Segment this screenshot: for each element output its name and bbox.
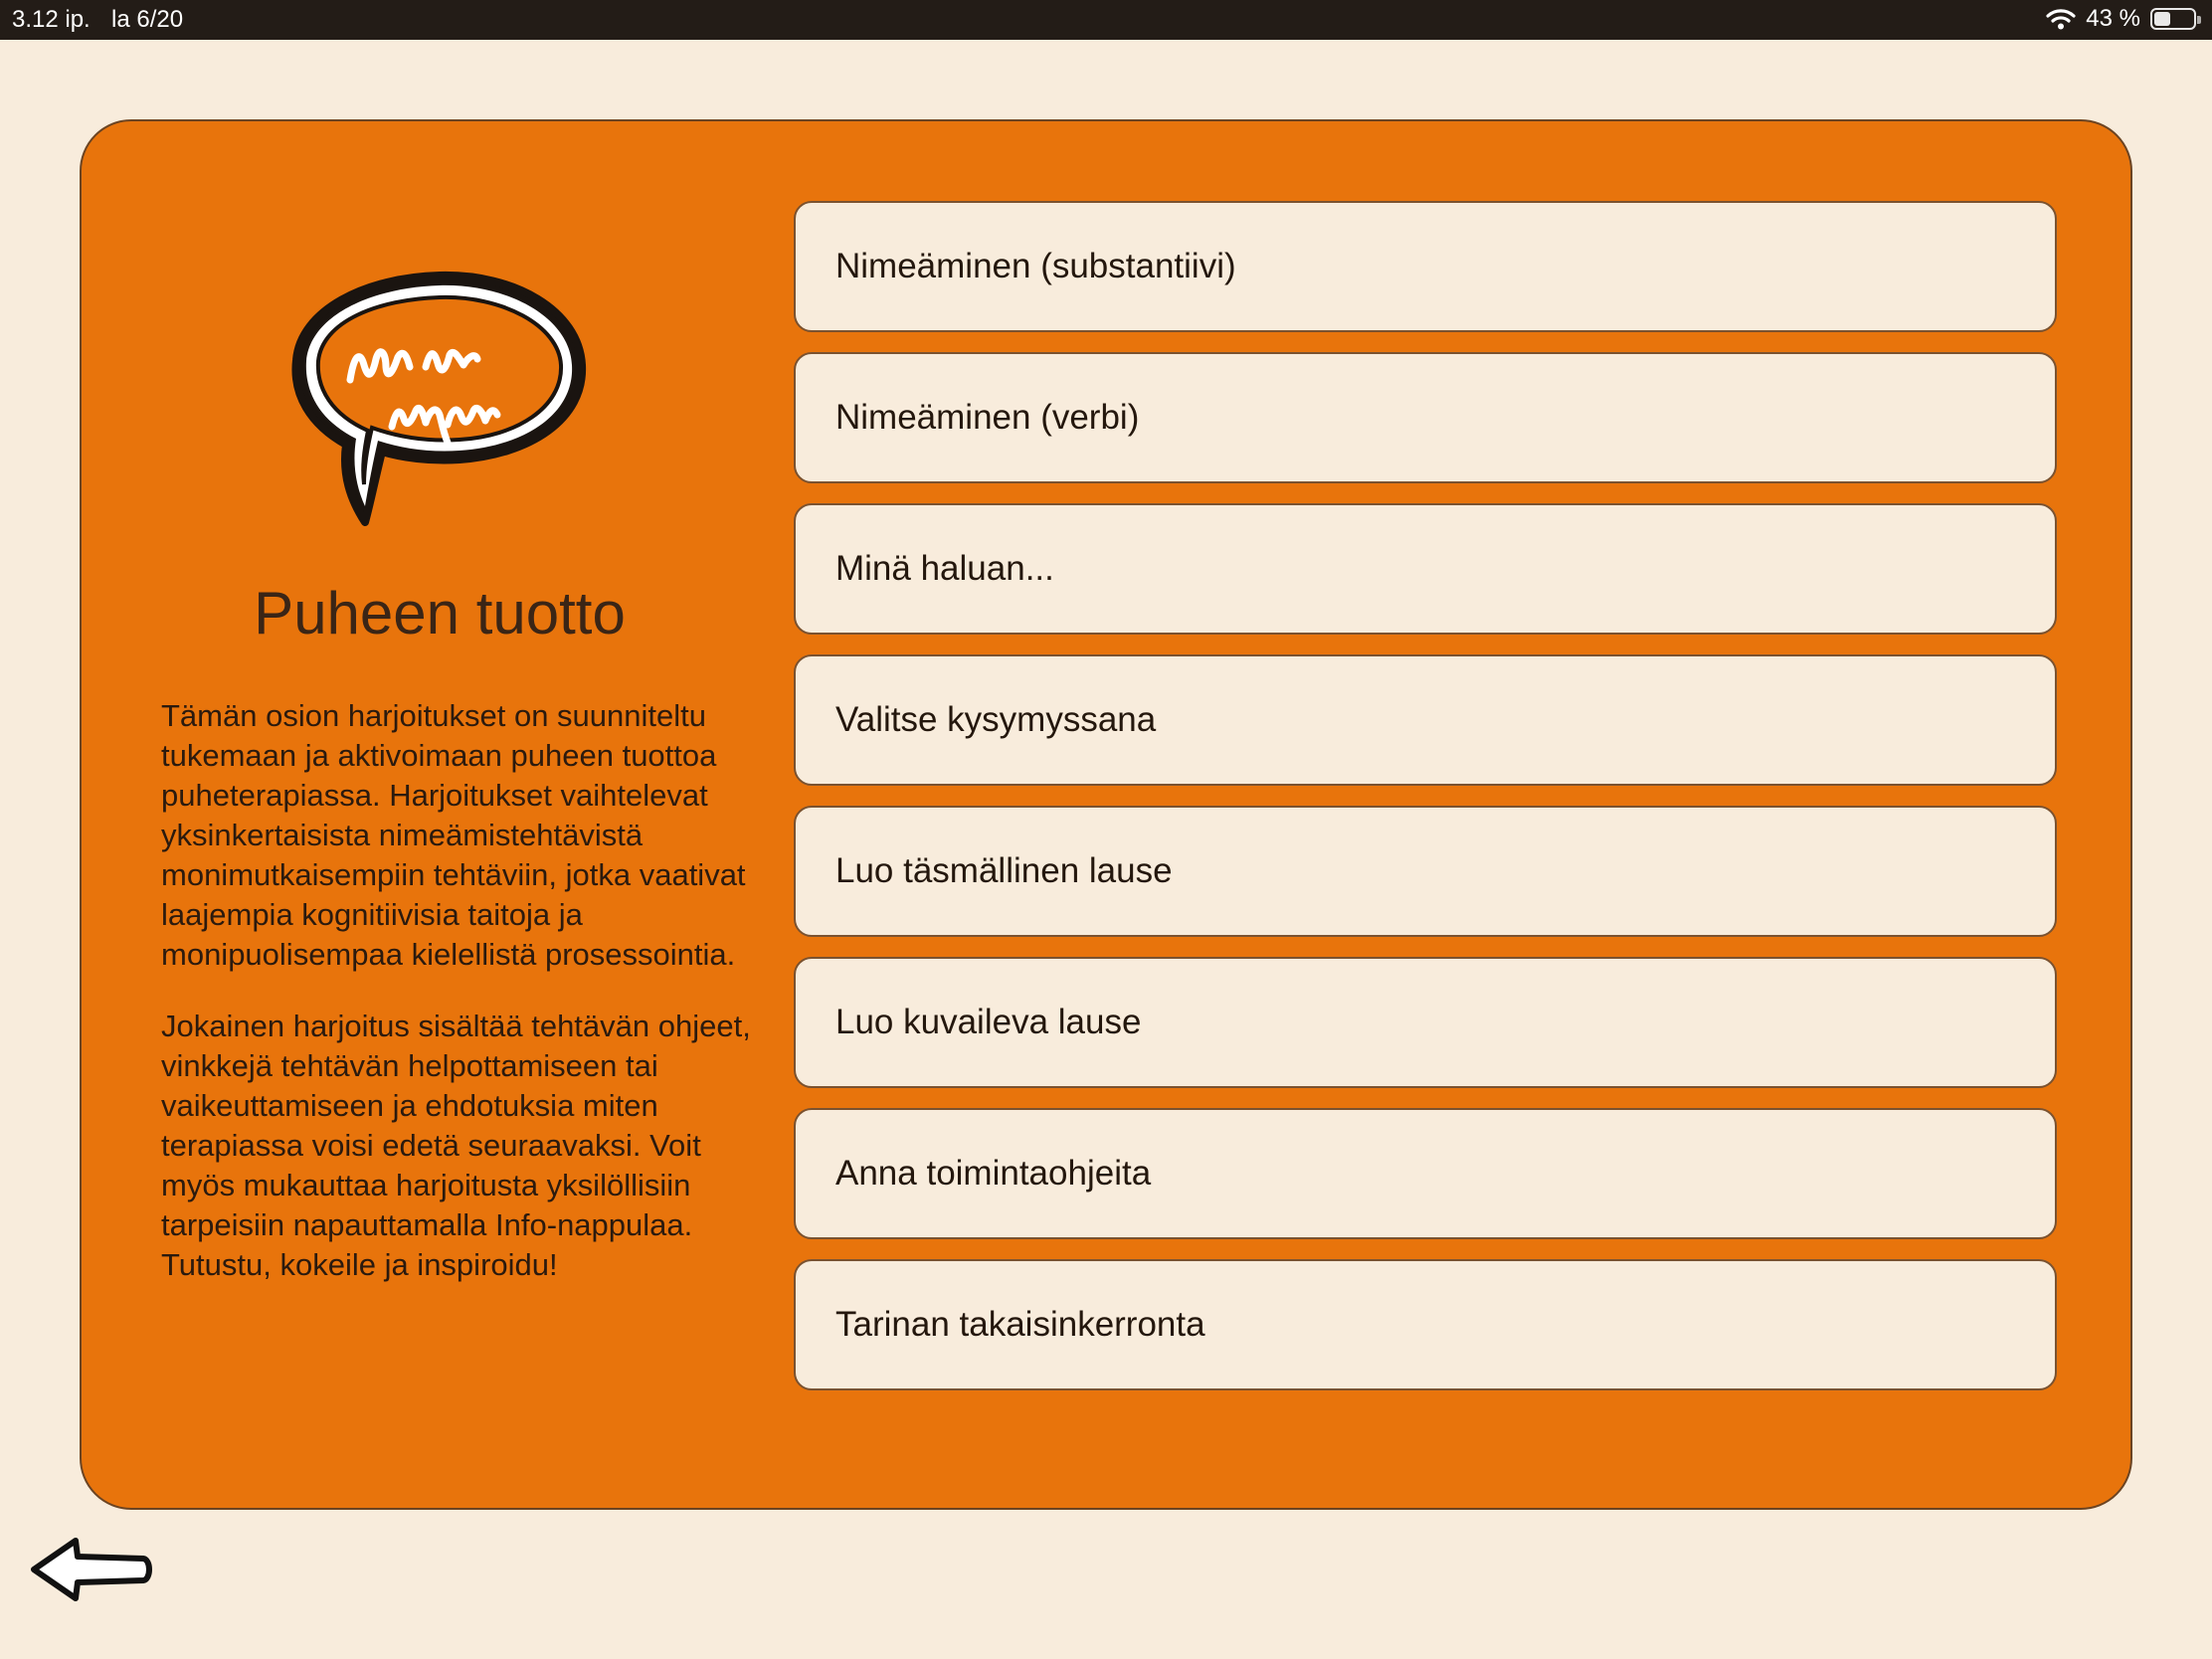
exercise-button-nimeaminen-substantiivi[interactable]: Nimeäminen (substantiivi) [794, 201, 2057, 332]
section-info-panel [82, 121, 798, 1508]
battery-level-fill [2154, 12, 2170, 26]
description-paragraph: Jokainen harjoitus sisältää tehtävän ohjeet, vinkkejä tehtävän helpottamiseen tai vaikeuttamiseen ja ehdotuksia miten terapiassa voisi edetä seuraavaksi. Voit myös mukauttaa harjoitusta yksilöllisiin tarpeisiin napauttamalla Info-nappulaa. Tutustu, kokeile ja inspiroidu! [161, 1009, 751, 1282]
section-title: Puheen tuotto [254, 580, 626, 646]
battery-icon [2150, 8, 2196, 30]
exercise-list [794, 201, 2057, 1410]
arrow-left-icon [28, 1535, 153, 1604]
description-paragraph: Tämän osion harjoitukset on suunniteltu tukemaan ja aktivoimaan puheen tuottoa puheterapiassa. Harjoitukset vaihtelevat yksinkertaisista nimeämistehtävistä monimutkaisempiin tehtäviin, jotka vaativat laajempia kognitiivisia taitoja ja monipuolisempaa kielellistä prosessointia. [161, 698, 746, 972]
section-card [80, 119, 2132, 1510]
status-date: la 6/20 [111, 6, 184, 33]
exercise-button-valitse-kysymyssana[interactable]: Valitse kysymyssana [794, 654, 2057, 786]
exercise-button-tarinan-takaisinkerronta[interactable]: Tarinan takaisinkerronta [794, 1259, 2057, 1390]
section-description [161, 696, 758, 1317]
exercise-button-nimeaminen-verbi[interactable]: Nimeäminen (verbi) [794, 352, 2057, 483]
status-indicators [2046, 5, 2196, 33]
wifi-icon [2046, 8, 2076, 30]
exercise-button-mina-haluan[interactable]: Minä haluan... [794, 503, 2057, 635]
back-button[interactable] [28, 1535, 153, 1604]
status-time: 3.12 ip. [12, 6, 91, 33]
battery-percentage: 43 % [2086, 5, 2140, 32]
exercise-button-luo-kuvaileva-lause[interactable]: Luo kuvaileva lause [794, 957, 2057, 1088]
speech-bubble-icon [280, 256, 599, 534]
exercise-button-anna-toimintaohjeita[interactable]: Anna toimintaohjeita [794, 1108, 2057, 1239]
battery-nub [2197, 16, 2201, 24]
exercise-button-luo-tasmallinen-lause[interactable]: Luo täsmällinen lause [794, 806, 2057, 937]
status-bar [0, 0, 2212, 40]
